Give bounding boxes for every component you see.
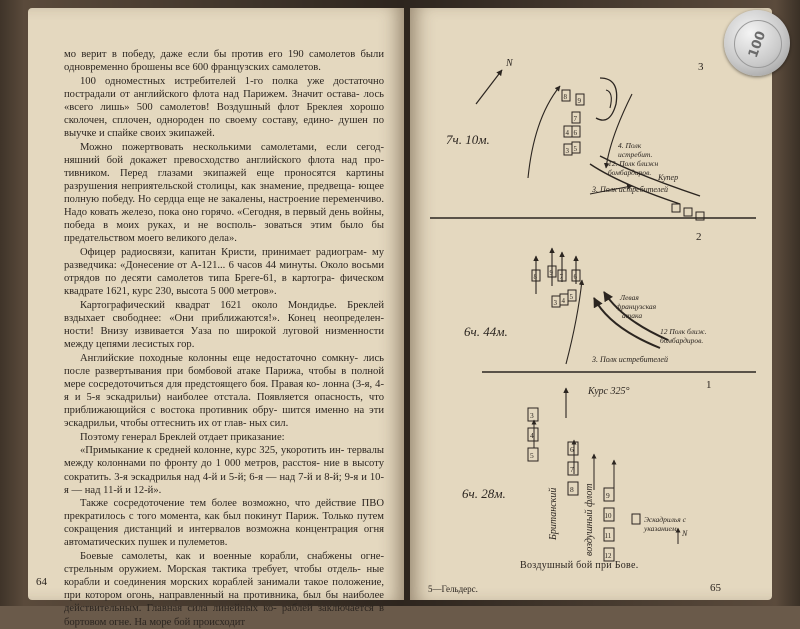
north-label-3: N [506, 58, 513, 69]
squadron-number: 10 [604, 512, 612, 520]
left-page-text [64, 48, 384, 629]
legend-north-label: N [682, 529, 688, 538]
diagram-2-time: 6ч. 44м. [464, 324, 508, 339]
squadron-number: 4 [530, 431, 534, 440]
diagram-3-index: 3 [698, 61, 704, 73]
coin [724, 10, 790, 76]
figure-caption: Воздушный бой при Бове. [520, 560, 639, 571]
diagram-1-index: 1 [706, 379, 712, 391]
squadron-number: 6 [573, 129, 577, 137]
paragraph: Можно пожертвовать несколькими самолетами, если сегод- няшний бой докажет превосходство английского флота над про- тивником. Перед глазами экипажей еще проносятся картины разрушения неприятельской столицы, как знамение, предвеща- ющее полную победу. Но сердца еще не закалены, настроение переменчиво. Надо ковать железо, пока оно горячо. «Сегодня, в первый день войны, победа в моих руках, и не восполь- зоваться этим было бы предательством моего великого дела». [64, 141, 384, 245]
squadron-number: 3 [565, 147, 569, 155]
label-istrebit: истребит. [618, 150, 653, 159]
label-kupr: Купер [658, 173, 679, 182]
paragraph: Поэтому генерал Бреклей отдает приказание: [80, 431, 285, 443]
squadron-number: 11 [604, 532, 612, 540]
coin-label: 100 [746, 28, 770, 60]
label-british: Британский [548, 487, 559, 540]
label-polk12-2: 12 Полк ближ. [660, 327, 707, 336]
label-left-attack-2: французская [616, 302, 657, 311]
label-polk12-3: 12. Полк ближн [608, 159, 659, 168]
squadron-number: 5 [569, 293, 573, 301]
squadron-marker [684, 208, 692, 216]
paragraph: 100 одноместных истребителей 1-го полка уже достаточно пострадали от английского флота над Парижем. Значит остава- лось «всего лишь» 500 самолетов! Воздушный флот Бреклея хорошо сколочен, сплочен, однороден по своему составу, едино- душен по выучке и спайке своих экипажей. [64, 75, 384, 140]
squadron-number: 6 [570, 445, 574, 454]
paragraph: Английские походные колонны еще недостаточно сомкну- лись после развертывания при бомбовой атаке Парижа, чтобы в полной мере сосредоточиться для предстоящего боя. Правая ко- лонна (3-я, 4-я и 5-я эскадрильи) наиболее отстала. Появляется опасность, что приближающийся с востока противник обру- шится именно на эти эскадрильи, чтобы оттеснить их от глав- ных сил. [64, 352, 384, 430]
squadron-number: 8 [570, 485, 574, 494]
coin-face [734, 20, 782, 68]
label-polk3-3: 3. Полк истребителей [592, 185, 668, 194]
paragraph: Картографический квадрат 1621 около Мондидье. Бреклей вздыхает свободнее: «Они приближаются!». Конец неопределен- ности! Внизу извивается Уаза по широкой луговой низменности между цепями лесистых гор. [64, 299, 384, 351]
column-left [528, 408, 538, 461]
diagram-1 [462, 379, 712, 561]
squadron-number: 9 [606, 491, 610, 500]
paragraph: «Примыкание к средней колонне, курс 325, укоротить ин- тервалы между колоннами по фронту до 1 000 метров, расстоя- ние в высоту сократить. 3-я эскадрилья над 4-й и 5-й; 6-я — над 7-й и 8-й; 9-я и 10-я — над 11-й и 12-й». [64, 445, 384, 496]
squadron-marker [672, 204, 680, 212]
squadron-number: 9 [577, 97, 581, 105]
label-air-fleet: воздушный флот [584, 483, 595, 556]
legend-label-1: Эскадрилья с [644, 515, 686, 524]
page-number-left: 64 [36, 576, 47, 588]
paragraph: Офицер радиосвязи, капитан Кристи, принимает радиограм- му разведчика: «Донесение от А-121... 6 часов 44 минуты. Около восьми отрядов по десяти самолетов типа Бреге-61, в картогра- фическом квадрате 1621, курс 230, высота 5 000 метров». [64, 246, 384, 298]
course-label: Курс 325° [588, 386, 630, 397]
squadron-number: 4 [561, 297, 565, 305]
squadron-number: 7 [573, 115, 577, 123]
paragraph: мо верит в победу, даже если бы против его 190 самолетов были одновременно брошены все 600 французских самолетов. [64, 49, 384, 74]
label-left-attack-3: атака [622, 311, 643, 320]
label-bombard-3: бомбардиров. [608, 168, 652, 177]
label-bombard-2: бомбардиров. [660, 336, 704, 345]
squadron-number: 8 [533, 273, 537, 281]
diagram-3-time: 7ч. 10м. [446, 132, 490, 147]
squadron-number: 6 [573, 273, 577, 281]
label-polk3-2: 3. Полк истребителей [592, 355, 668, 364]
label-left-attack-1: Левая [620, 293, 639, 302]
diagram-2 [464, 231, 707, 364]
column-right [604, 488, 614, 561]
diagram-2-index: 2 [696, 231, 702, 243]
diagram-1-time: 6ч. 28м. [462, 486, 506, 501]
page-number-right: 65 [710, 582, 721, 594]
squadron-number: 7 [559, 273, 563, 281]
diagram-3 [446, 58, 704, 220]
squadron-number: 4 [565, 129, 569, 137]
column-middle [568, 442, 578, 495]
squadron-number: 8 [563, 93, 567, 101]
paragraph: Также сосредоточение тем более возможно, что действие ПВО прекратилось с того момента, как был покинут Париж. Только путем сокращения дистанций и интервалов возможна концентрация огня автоматических пушек и пулеметов. [64, 498, 384, 549]
loop-track [596, 78, 617, 120]
paragraph: Боевые самолеты, как и военные корабли, снабжены огне- стрельным оружием. Морская тактика требует, чтобы отдель- ные корабли и соединения морских кораблей занимали такое положение, при котором огонь, направленный на противника, был бы наиболее действительным. Главная сила линейных ко- раблей заключается в бортовом огне. На море бой происходит [64, 551, 384, 628]
label-polk4: 4. Полк [618, 141, 642, 150]
legend-label-2: указанием [644, 524, 677, 533]
squadron-number: 12 [604, 552, 612, 560]
track [528, 86, 560, 178]
legend-marker [632, 514, 640, 524]
squadron-number: 3 [530, 411, 534, 420]
squadron-number: 5 [530, 451, 534, 460]
battle-diagrams [410, 8, 772, 600]
signature: 5—Гельдерс. [428, 584, 478, 594]
north-arrow-3 [476, 70, 502, 104]
loop-track-inner [606, 90, 611, 108]
squadron-number: 9 [549, 269, 553, 277]
squadron-markers-2 [532, 266, 580, 307]
left-page [28, 8, 404, 628]
squadron-number: 3 [553, 299, 557, 307]
right-page [410, 8, 772, 600]
squadron-number: 7 [570, 465, 574, 474]
squadron-number: 5 [573, 145, 577, 153]
